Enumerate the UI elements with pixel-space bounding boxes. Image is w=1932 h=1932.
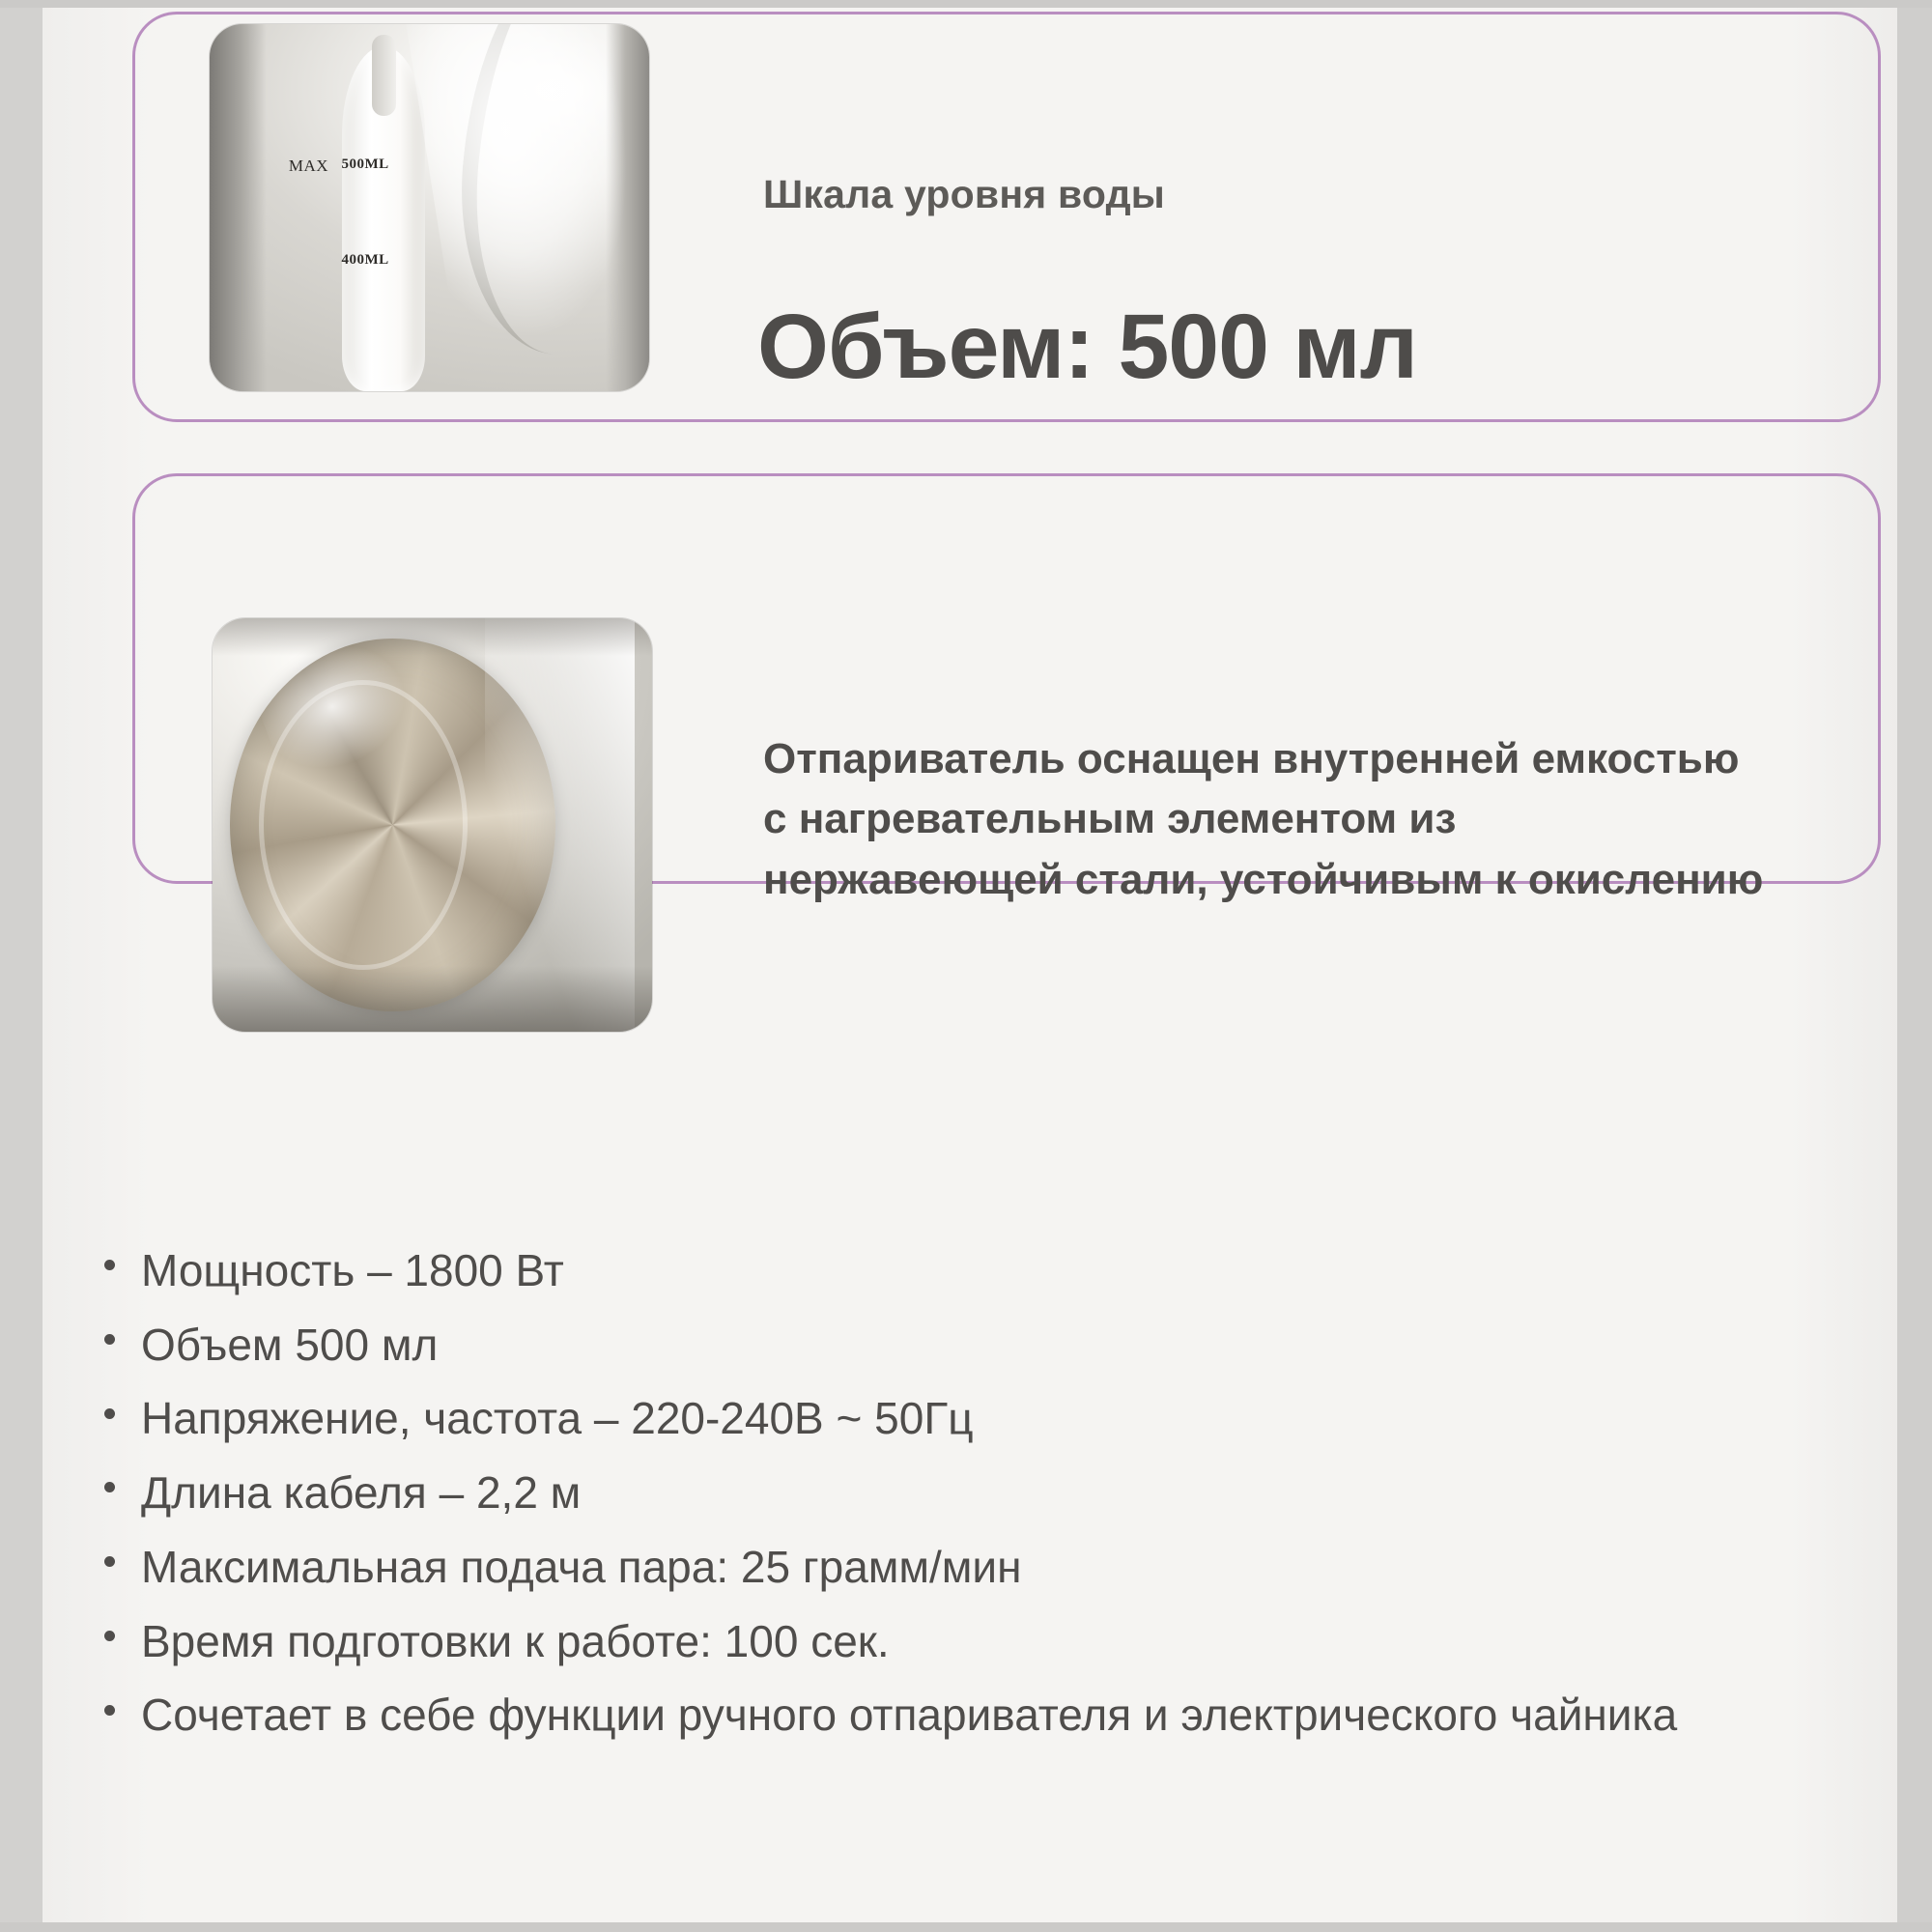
bullet-dot-icon	[104, 1334, 115, 1345]
spec-text: Мощность – 1800 Вт	[141, 1245, 564, 1295]
photo-body	[213, 618, 652, 1032]
water-level-scale-photo	[210, 24, 649, 391]
page-edge-left	[0, 0, 43, 1932]
gauge-label-max: MAX	[288, 156, 329, 175]
bullet-dot-icon	[104, 1408, 115, 1419]
photo-shadow-left	[210, 24, 267, 391]
page-sheet	[41, 0, 1900, 1932]
bullet-dot-icon	[104, 1631, 115, 1641]
bullet-dot-icon	[104, 1556, 115, 1567]
page-edge-bottom	[0, 1922, 1932, 1932]
photo-body	[210, 24, 649, 391]
list-item	[91, 1463, 1839, 1522]
spec-text: Напряжение, частота – 220-240В ~ 50Гц	[141, 1393, 974, 1444]
page-edge-right	[1897, 0, 1932, 1932]
heating-element-paragraph: Отпариватель оснащен внутренней емкостью с нагревательным элементом из нержавеющей стали, устойчивым к окислению	[763, 735, 1764, 903]
water-level-kicker: Шкала уровня воды	[763, 172, 1166, 216]
list-item	[91, 1612, 1839, 1671]
list-item	[91, 1538, 1839, 1597]
spec-text: Объем 500 мл	[141, 1319, 439, 1370]
volume-headline: Объем: 500 мл	[757, 296, 1417, 398]
list-item	[91, 1316, 1839, 1375]
list-item	[91, 1686, 1839, 1745]
spec-text: Максимальная подача пара: 25 грамм/мин	[141, 1541, 1022, 1592]
list-item	[91, 1389, 1839, 1448]
spec-text: Длина кабеля – 2,2 м	[141, 1467, 582, 1519]
bullet-dot-icon	[104, 1482, 115, 1492]
page-edge-top	[0, 0, 1932, 8]
specs-list	[91, 1241, 1839, 1760]
bullet-dot-icon	[104, 1260, 115, 1270]
spec-text: Время подготовки к работе: 100 сек.	[141, 1615, 890, 1666]
photo-highlight	[403, 24, 649, 391]
list-item	[91, 1241, 1839, 1300]
gauge-label-500ml: 500ML	[341, 156, 389, 172]
stainless-heating-element-photo	[213, 618, 652, 1032]
water-gauge-notch	[372, 35, 396, 116]
photo-shadow-bottom	[213, 966, 652, 1032]
photo-shadow-top	[213, 618, 652, 656]
spec-text: Сочетает в себе функции ручного отпаривателя и электрического чайника	[141, 1690, 1678, 1741]
bullet-dot-icon	[104, 1705, 115, 1716]
gauge-label-400ml: 400ML	[341, 251, 389, 268]
